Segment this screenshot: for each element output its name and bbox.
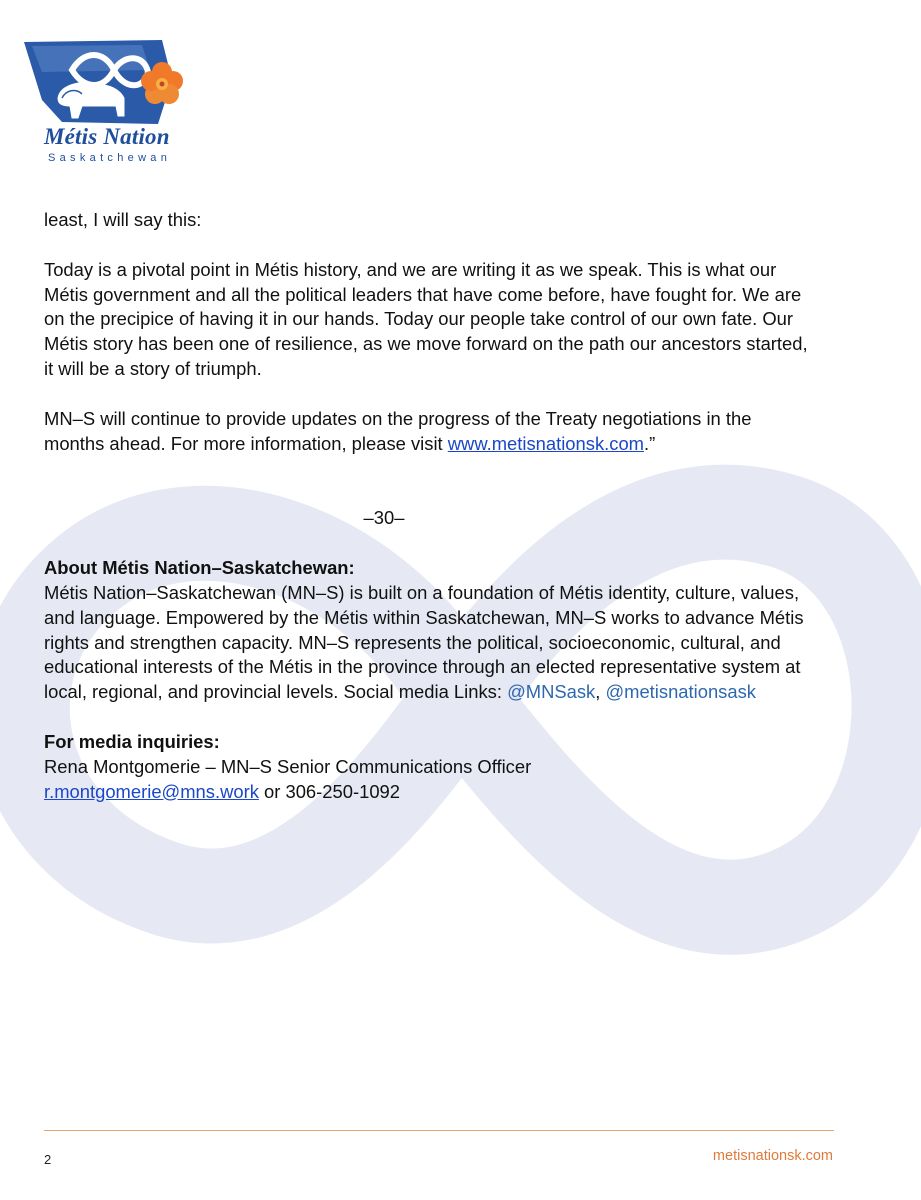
- email-link[interactable]: r.montgomerie@mns.work: [44, 780, 259, 802]
- footer-url: metisnationsk.com: [712, 1148, 833, 1164]
- paragraph-updates: [44, 407, 814, 457]
- instagram-handle-link[interactable]: @metisnationsask: [605, 681, 756, 703]
- updates-end: .”: [644, 432, 656, 454]
- phone-text: or 306-250-1092: [258, 780, 401, 802]
- twitter-handle-link[interactable]: @MNSask: [507, 681, 596, 703]
- updates-text: MN–S will continue to provide updates on the progress of the Treaty negotiations in the months ahead. For more information, please visit: [44, 407, 752, 454]
- footer-divider: [44, 1130, 834, 1131]
- about-text: Métis Nation–Saskatchewan (MN–S) is built on a foundation of Métis identity, culture, values, and language. Empowered by the Métis within Saskatchewan, MN–S works to advance Métis rights and strengthen capacity. MN–S represents the political, socioeconomic, cultural, and educational interests of the Métis in the province through an elected representative system at local, regional, and provincial levels. Social media Links:: [44, 581, 804, 703]
- social-separator: ,: [595, 681, 606, 703]
- document-body: [44, 208, 814, 804]
- logo-subtitle: Saskatchewan: [48, 152, 172, 164]
- end-marker: –30–: [363, 507, 405, 529]
- metis-flag-icon: [22, 40, 192, 130]
- page-number: 2: [44, 1152, 52, 1167]
- metis-nation-logo: [22, 40, 192, 165]
- media-contact-details: [44, 780, 814, 805]
- about-heading: About Métis Nation–Saskatchewan:: [44, 557, 355, 579]
- media-heading: For media inquiries:: [44, 730, 220, 752]
- logo-title: Métis Nation: [44, 124, 170, 149]
- media-contact: Rena Montgomerie – MN–S Senior Communications Officer: [44, 755, 532, 777]
- paragraph-intro: least, I will say this:: [44, 209, 202, 230]
- website-link[interactable]: www.metisnationsk.com: [447, 432, 644, 454]
- about-paragraph: [44, 581, 814, 705]
- paragraph-quote: Today is a pivotal point in Métis history, and we are writing it as we speak. This is what our Métis government and all the political leaders that have come before, have fought for. We are on the precipice of having it in our hands. Today our people take control of our own fate. Our Métis story has been one of resilience, as we move forward on the path our ancestors started, it will be a story of triumph.: [44, 258, 808, 379]
